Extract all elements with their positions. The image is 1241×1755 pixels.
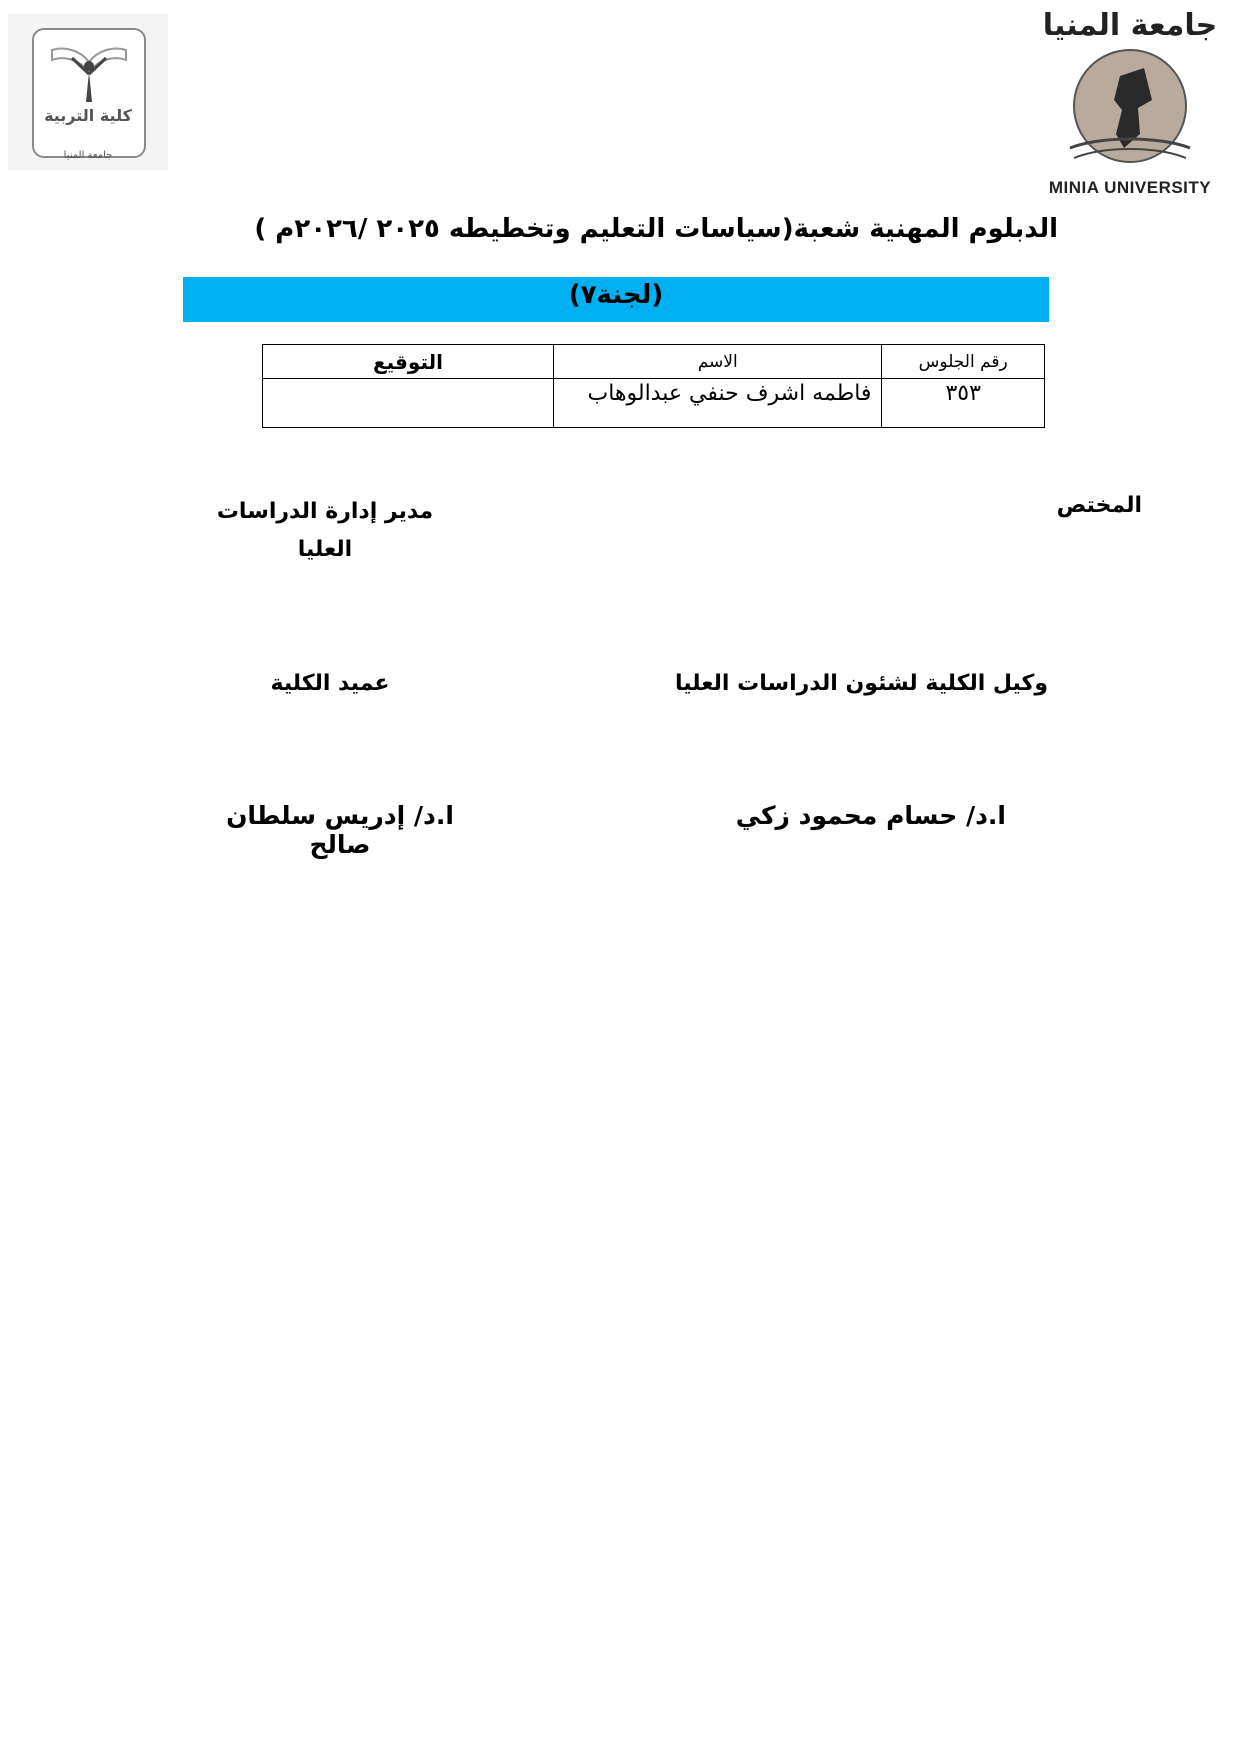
header-seat-number: رقم الجلوس [882, 345, 1045, 379]
dean-label: عميد الكلية [270, 671, 390, 696]
nefertiti-emblem-icon [1060, 48, 1200, 178]
university-logo-arabic-name: جامعة المنيا [1042, 8, 1218, 43]
university-logo-english-name: MINIA UNIVERSITY [1048, 178, 1212, 197]
vice-dean-label: وكيل الكلية لشئون الدراسات العليا [675, 671, 1048, 696]
header-signature: التوقيع [263, 345, 554, 379]
vice-dean-name: ا.د/ حسام محمود زكي [735, 801, 1006, 830]
attendance-table [262, 344, 1045, 428]
specialist-label: المختص [1056, 493, 1142, 518]
director-label: مدير إدارة الدراسات العليا [216, 499, 434, 562]
cell-seat-number: ٣٥٣ [882, 379, 1045, 428]
cell-name: فاطمه اشرف حنفي عبدالوهاب [553, 379, 881, 428]
document-title: الدبلوم المهنية شعبة(سياسات التعليم وتخطيطه ٢٠٢٥ /٢٠٢٦م ) [254, 214, 1058, 244]
table-row [263, 379, 1045, 428]
university-logo [1040, 8, 1220, 204]
header-name: الاسم [553, 345, 881, 379]
open-book-person-icon [48, 36, 130, 106]
table-header-row [263, 345, 1045, 379]
faculty-logo-subtitle: جامعة المنيا [63, 150, 113, 161]
committee-label: (لجنة٧) [568, 280, 664, 310]
cell-signature[interactable] [263, 379, 554, 428]
dean-name: ا.د/ إدريس سلطان صالح [226, 801, 454, 859]
faculty-logo [8, 14, 168, 170]
faculty-logo-name: كلية التربية [44, 106, 132, 125]
